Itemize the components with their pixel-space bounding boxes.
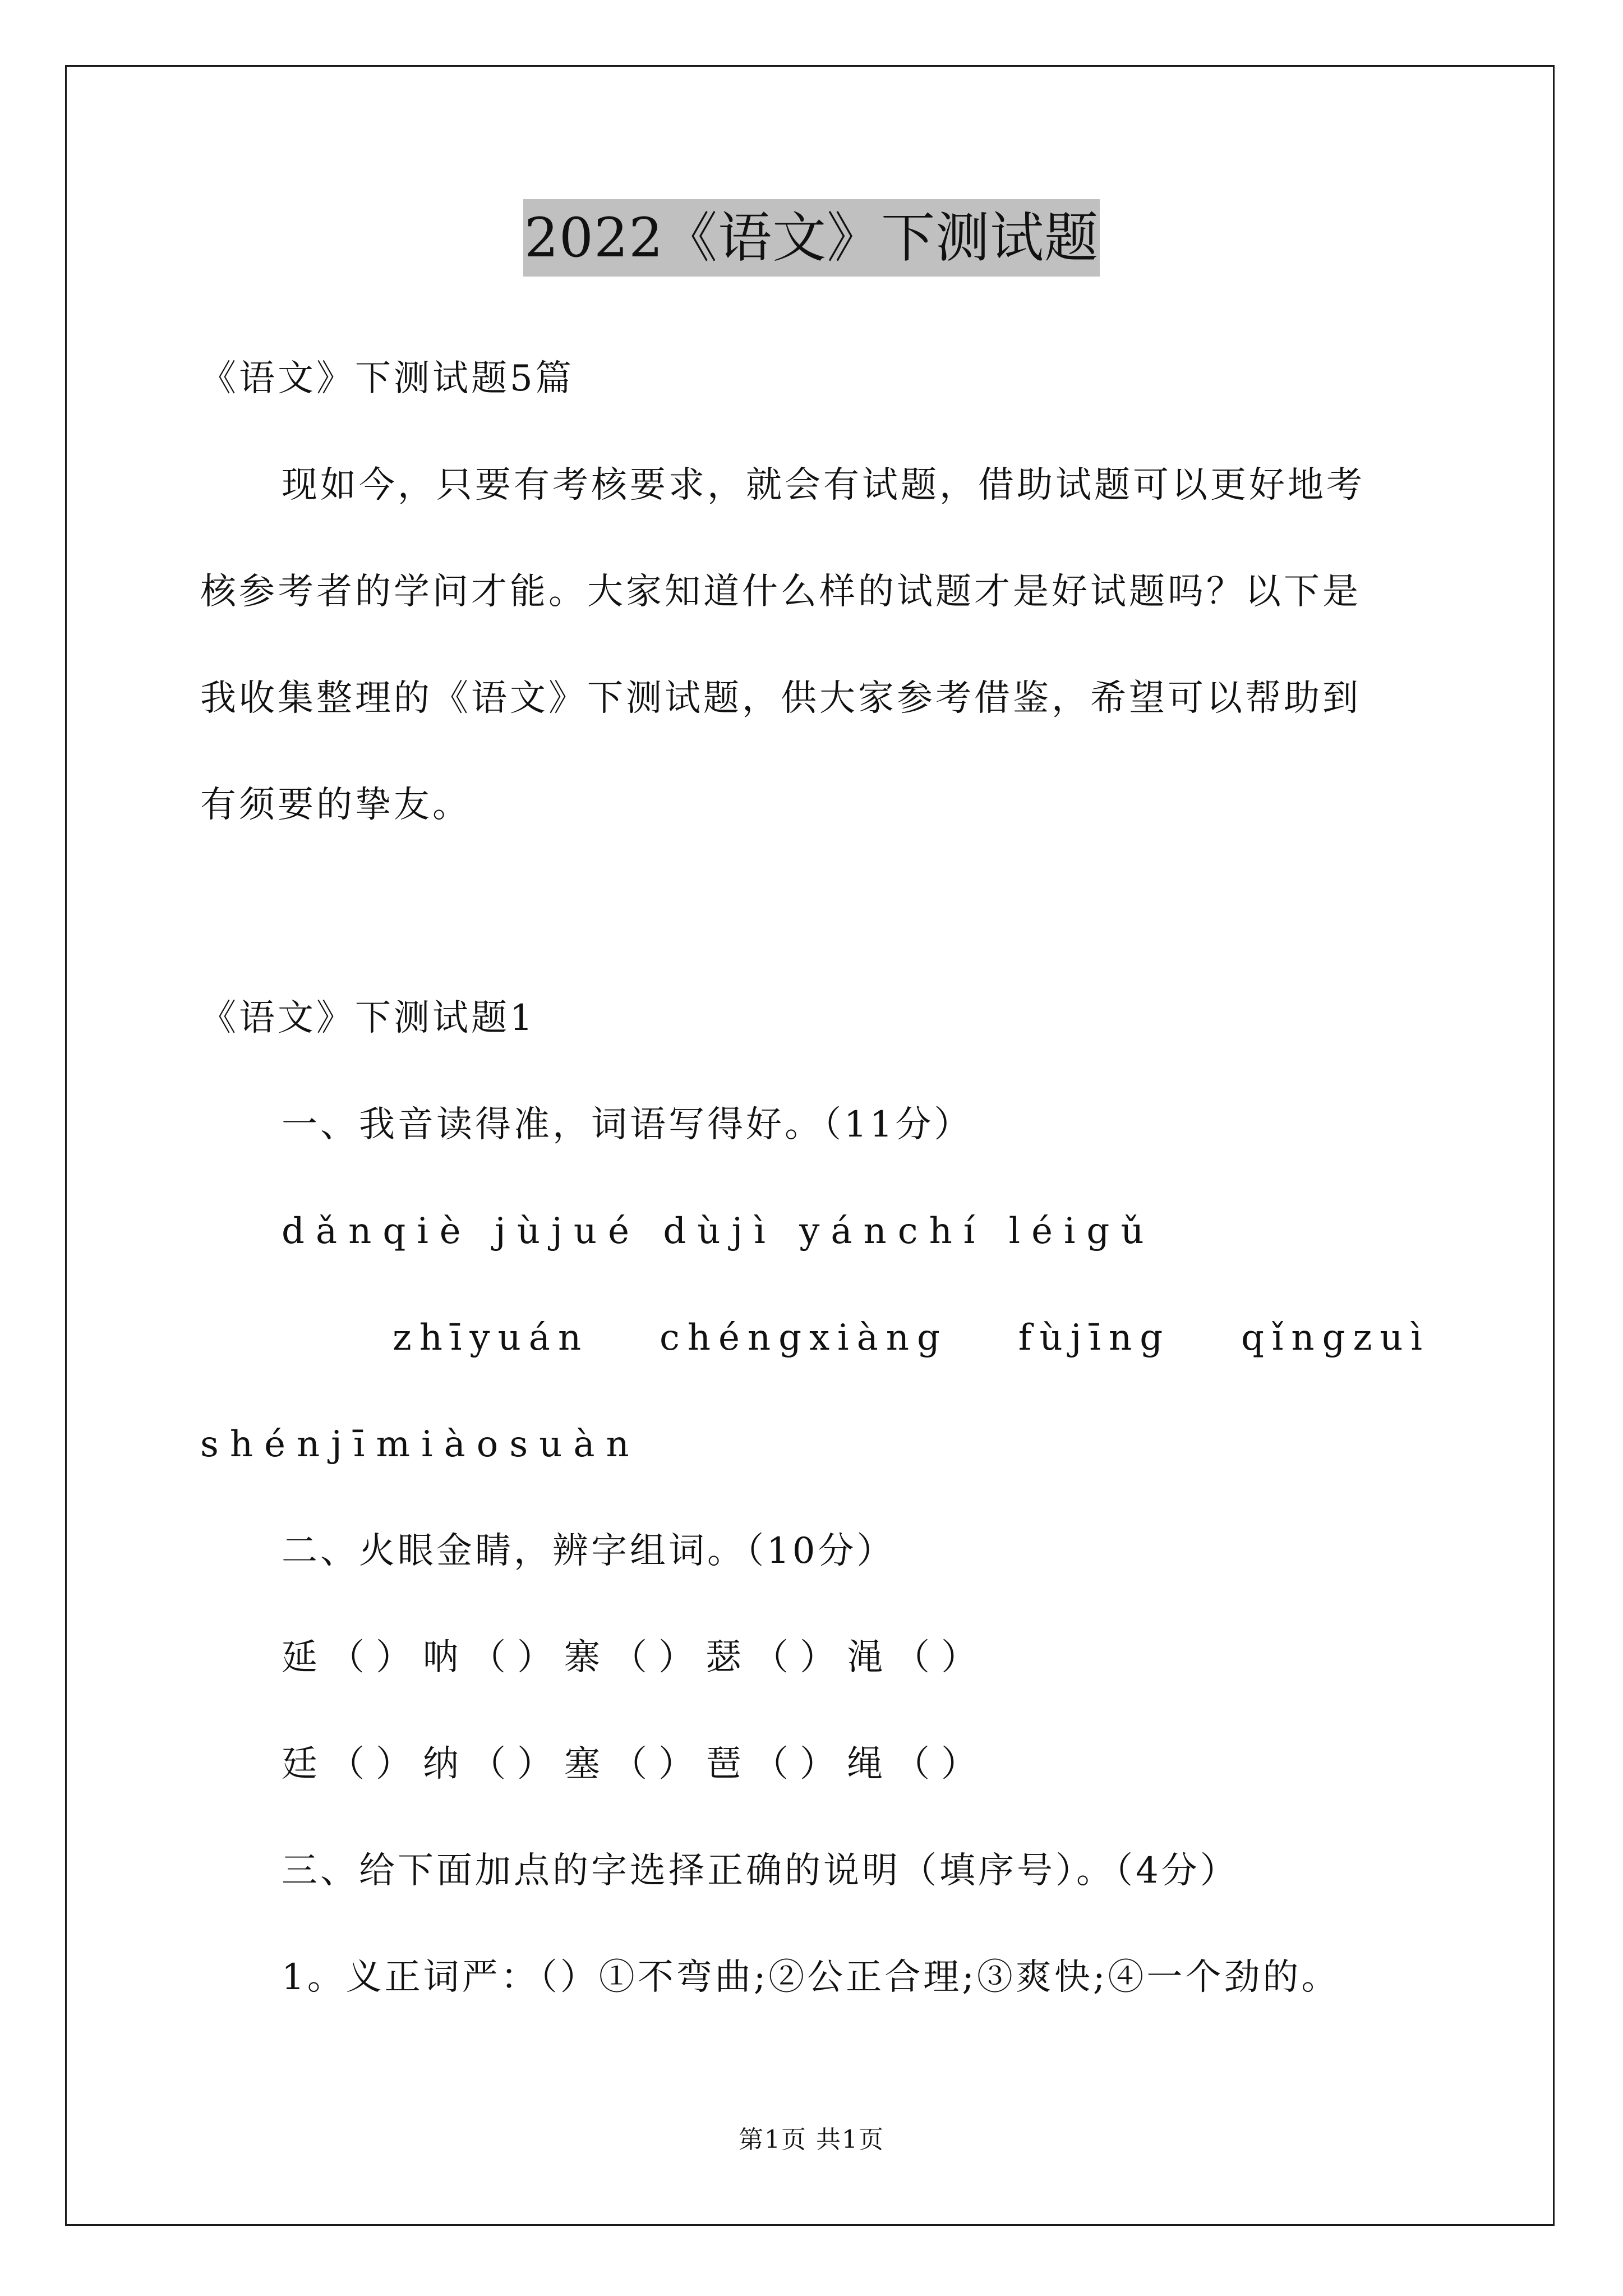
intro-line-2: 核参考者的学问才能。大家知道什么样的试题才是好试题吗？以下是: [200, 571, 1361, 613]
question-3-item-1: 1。义正词严：（）①不弯曲;②公正合理;③爽快;④一个劲的。: [282, 1957, 1340, 1998]
intro-line-3: 我收集整理的《语文》下测试题，供大家参考借鉴，希望可以帮助到: [200, 678, 1361, 719]
pinyin-row-1: dǎnqiè jùjué dùjì yánchí léigǔ: [282, 1211, 1155, 1252]
pinyin-word: chéngxiàng: [659, 1317, 948, 1359]
page-footer: 第1页 共1页: [739, 2125, 884, 2154]
title-container: [0, 199, 1623, 277]
question-2-row-1: 延（）呐（）寨（）瑟（）渑（）: [282, 1637, 988, 1678]
question-1-heading: 一、我音读得准，词语写得好。（11分）: [282, 1104, 973, 1145]
intro-line-1: 现如今，只要有考核要求，就会有试题，借助试题可以更好地考: [282, 464, 1365, 506]
pinyin-word: fùjīng: [1018, 1317, 1171, 1359]
question-2-row-2: 廷（）纳（）塞（）琶（）绳（）: [282, 1743, 988, 1785]
question-2-heading: 二、火眼金睛，辨字组词。（10分）: [282, 1530, 896, 1572]
intro-line-4: 有须要的挚友。: [200, 784, 471, 826]
pinyin-row-3: shénjīmiàosuàn: [200, 1424, 640, 1465]
pinyin-word: zhīyuán: [393, 1317, 589, 1359]
document-subtitle: 《语文》下测试题5篇: [200, 358, 574, 399]
pinyin-row-2: [393, 1310, 1430, 1366]
section-heading: 《语文》下测试题1: [200, 997, 536, 1039]
pinyin-word: qǐngzuì: [1241, 1317, 1430, 1359]
question-3-heading: 三、给下面加点的字选择正确的说明（填序号）。（4分）: [282, 1850, 1239, 1892]
document-title: 2022《语文》下测试题: [523, 199, 1100, 277]
